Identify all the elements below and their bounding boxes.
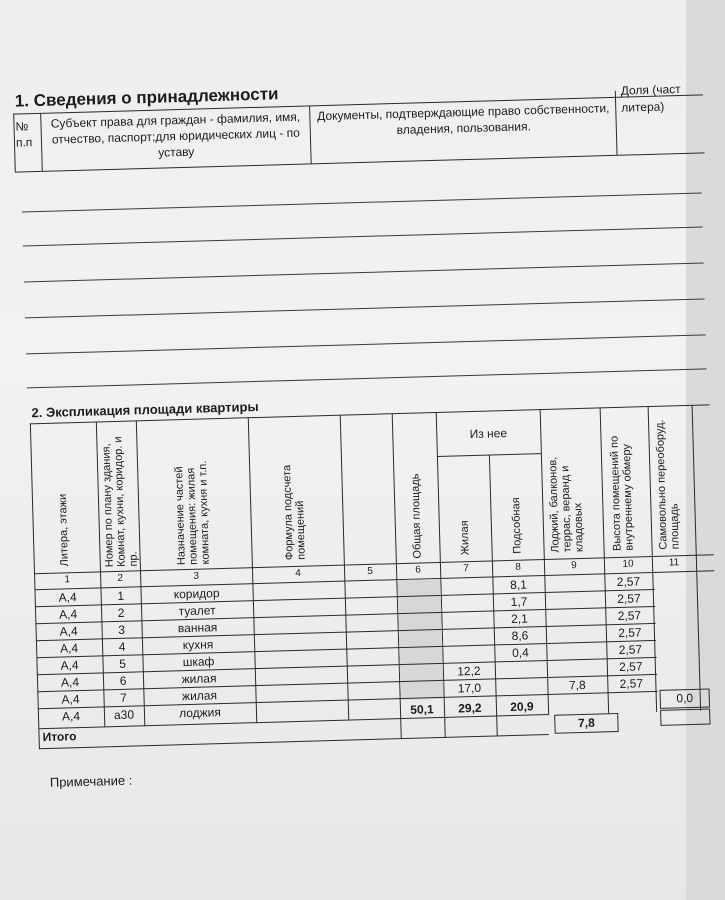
col-number-8: 8	[515, 561, 521, 573]
row-liter: А,4	[61, 692, 80, 707]
col-number-4: 4	[295, 567, 302, 579]
section2-title: 2. Экспликация площади квартиры	[31, 398, 259, 421]
row-number: а30	[113, 707, 135, 723]
row-purpose: коридор	[173, 586, 220, 602]
row-liter: А,4	[61, 709, 81, 724]
row-purpose: туалет	[178, 603, 216, 619]
row-living: 17,0	[457, 680, 482, 696]
header-formula: Формула подсчета помещений	[281, 464, 308, 561]
header-height: Высота помещений по внутреннему обмеру	[608, 435, 636, 552]
totals-loggia: 7,8	[577, 715, 595, 731]
row-liter: А,4	[60, 675, 80, 690]
row-auxiliary: 1,7	[510, 594, 528, 609]
totals-extra-box	[660, 708, 710, 725]
row-auxiliary: 0,4	[511, 645, 529, 660]
header-living: Жилая	[458, 520, 472, 556]
row-liter: А,4	[60, 658, 79, 673]
row-height: 2,57	[618, 659, 643, 674]
row-height: 2,57	[618, 642, 643, 657]
row-height: 2,57	[617, 591, 641, 606]
header-self-built: Самовольно переоборуд. площадь	[653, 419, 682, 550]
header-auxiliary: Подсобная	[510, 497, 524, 554]
section1-title: 1. Сведения о принадлежности	[14, 84, 279, 111]
row-height: 2,57	[619, 676, 644, 691]
row-liter: А,4	[59, 624, 78, 639]
col-number-11: 11	[668, 557, 680, 569]
totals-total-area: 50,1	[410, 702, 434, 717]
col-number-1: 1	[64, 574, 71, 586]
row-number: 2	[117, 605, 125, 620]
col-num-header: № п.п	[15, 119, 33, 150]
totals-label: Итого	[42, 729, 77, 745]
row-liter: А,4	[58, 590, 77, 605]
row-height: 2,57	[617, 608, 642, 623]
header-total-area: Общая площадь	[409, 473, 424, 559]
col-share-header: Доля (част литера)	[620, 82, 681, 115]
totals-auxiliary: 20,9	[510, 699, 534, 715]
row-purpose: шкаф	[182, 654, 215, 670]
col-number-2: 2	[117, 572, 124, 584]
col-number-9: 9	[571, 560, 577, 572]
header-liter: Литера, этажи	[56, 493, 71, 567]
header-purpose: Назначение частей помещения: жилая комната, кухня и т.п.	[173, 460, 212, 566]
row-number: 4	[118, 639, 126, 654]
col-number-10: 10	[622, 558, 634, 570]
col-number-7: 7	[463, 563, 469, 575]
header-number: Номер по плану здания, Комнат, кухни, коридор. и пр.	[100, 436, 140, 568]
row-number: 1	[117, 588, 125, 603]
col-number-3: 3	[193, 570, 200, 582]
header-of-which: Из нее	[469, 426, 508, 442]
row-liter: А,4	[59, 641, 79, 656]
row-loggia: 7,8	[568, 677, 586, 693]
row-number: 5	[119, 656, 127, 671]
row-living: 12,2	[457, 663, 481, 679]
row-purpose: ванная	[177, 620, 218, 636]
note-label: Примечание :	[49, 772, 133, 790]
row-height: 2,57	[618, 625, 642, 640]
row-height: 2,57	[616, 574, 641, 590]
row-auxiliary: 2,1	[510, 611, 529, 626]
totals-loggia-box	[554, 713, 619, 734]
header-loggia: Лоджий, балконов, террас, веранд и кладовых	[546, 456, 586, 553]
row-purpose: кухня	[182, 637, 214, 653]
row-number: 7	[119, 690, 128, 705]
row-liter: А,4	[58, 607, 78, 622]
row-number: 3	[118, 622, 126, 637]
col-subject-header: Субъект права для граждан - фамилия, имя, отчество, паспорт;для юридических лиц - по уставу	[50, 109, 301, 160]
totals-living: 29,2	[458, 700, 482, 716]
row-purpose: лоджия	[178, 705, 222, 721]
totals-self-built: 0,0	[676, 690, 694, 706]
row-auxiliary: 8,6	[511, 628, 529, 643]
row-number: 6	[119, 673, 127, 688]
row-auxiliary: 8,1	[509, 577, 528, 592]
row-purpose: жилая	[181, 671, 217, 687]
col-documents-header: Документы, подтверждающие право собственности, владения, пользования.	[317, 101, 610, 137]
row-purpose: жилая	[181, 688, 218, 704]
col-number-5: 5	[367, 565, 374, 577]
totals-self-built-box	[660, 688, 711, 708]
col-number-6: 6	[415, 564, 422, 576]
